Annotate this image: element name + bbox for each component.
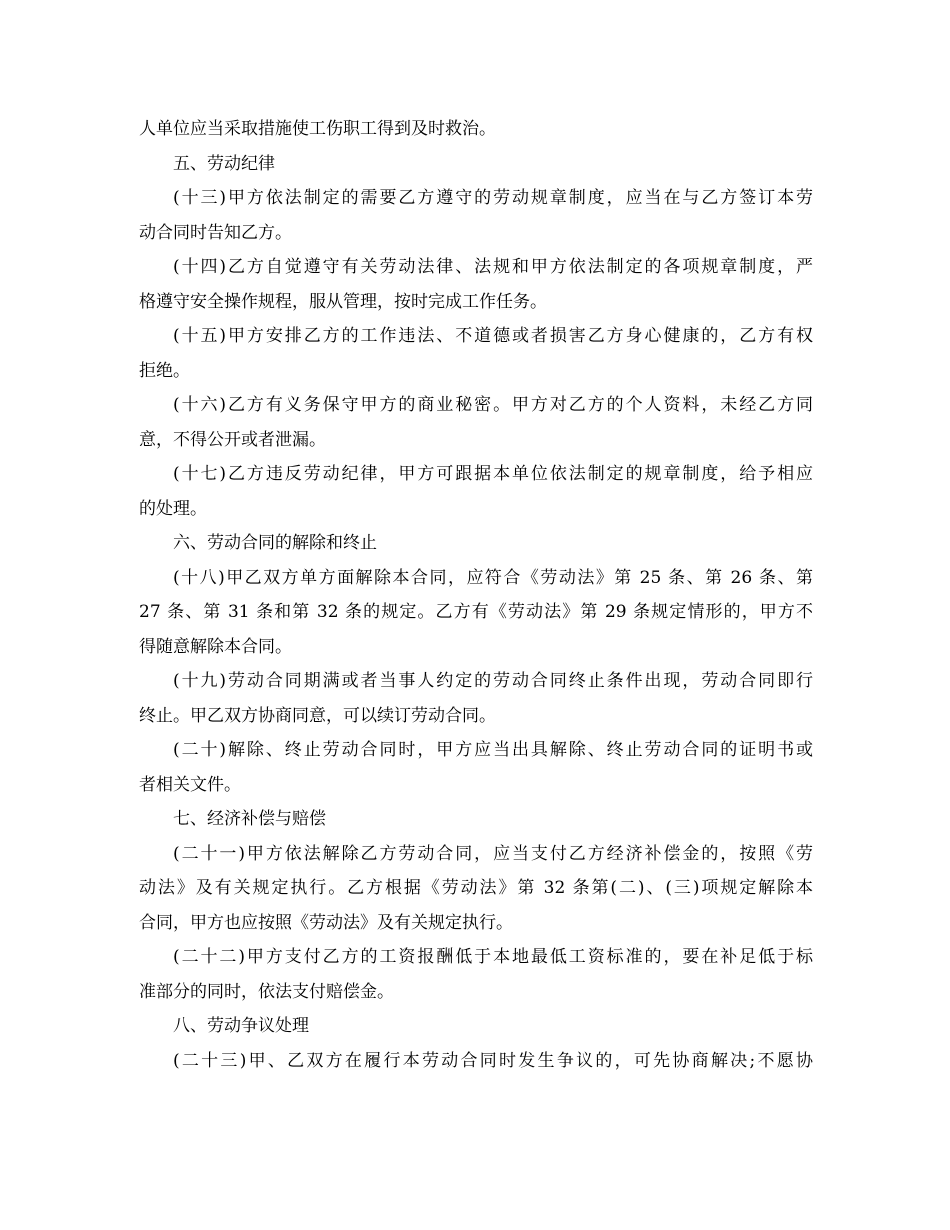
text-line: (二十一)甲方依法解除乙方劳动合同，应当支付乙方经济补偿金的，按照《劳 (173, 843, 813, 864)
text-line: 动法》及有关规定执行。乙方根据《劳动法》第 32 条第(二)、(三)项规定解除本 (139, 878, 813, 898)
document-body (139, 112, 813, 1078)
text-line: (十八)甲乙双方单方面解除本合同，应符合《劳动法》第 25 条、第 26 条、第 (173, 567, 813, 588)
text-line: 拒绝。 (139, 360, 190, 381)
text-line: 格遵守安全操作规程，服从管理，按时完成工作任务。 (139, 291, 547, 312)
text-line: 人单位应当采取措施使工伤职工得到及时救治。 (139, 119, 496, 139)
section-heading: 八、劳动争议处理 (173, 1016, 309, 1036)
text-line: (二十二)甲方支付乙方的工资报酬低于本地最低工资标准的，要在补足低于标 (173, 947, 813, 967)
text-line: 动合同时告知乙方。 (139, 222, 292, 243)
text-line: (十三)甲方依法制定的需要乙方遵守的劳动规章制度，应当在与乙方签订本劳 (173, 188, 813, 208)
text-line: (十九)劳动合同期满或者当事人约定的劳动合同终止条件出现，劳动合同即行 (173, 671, 813, 691)
text-line: (十五)甲方安排乙方的工作违法、不道德或者损害乙方身心健康的，乙方有权 (173, 326, 813, 346)
text-line: 27 条、第 31 条和第 32 条的规定。乙方有《劳动法》第 29 条规定情形的，甲方不 (139, 602, 813, 622)
text-line: 合同，甲方也应按照《劳动法》及有关规定执行。 (139, 912, 513, 933)
text-line: 终止。甲乙双方协商同意，可以续订劳动合同。 (139, 705, 496, 726)
text-line: 者相关文件。 (139, 774, 241, 795)
text-line: 准部分的同时，依法支付赔偿金。 (139, 981, 394, 1002)
text-line: (十六)乙方有义务保守甲方的商业秘密。甲方对乙方的个人资料，未经乙方同 (173, 395, 813, 415)
text-line: 得随意解除本合同。 (139, 636, 292, 657)
text-line: (二十)解除、终止劳动合同时，甲方应当出具解除、终止劳动合同的证明书或 (173, 740, 813, 760)
text-line: (十七)乙方违反劳动纪律，甲方可跟据本单位依法制定的规章制度，给予相应 (173, 464, 813, 484)
text-line: (二十三)甲、乙双方在履行本劳动合同时发生争议的，可先协商解决;不愿协 (173, 1050, 813, 1071)
text-line: (十四)乙方自觉遵守有关劳动法律、法规和甲方依法制定的各项规章制度，严 (173, 257, 813, 277)
text-line: 意，不得公开或者泄漏。 (139, 429, 326, 450)
section-heading: 五、劳动纪律 (173, 153, 275, 174)
section-heading: 六、劳动合同的解除和终止 (173, 533, 377, 553)
section-heading: 七、经济补偿与赔偿 (173, 809, 326, 829)
text-line: 的处理。 (139, 498, 207, 519)
